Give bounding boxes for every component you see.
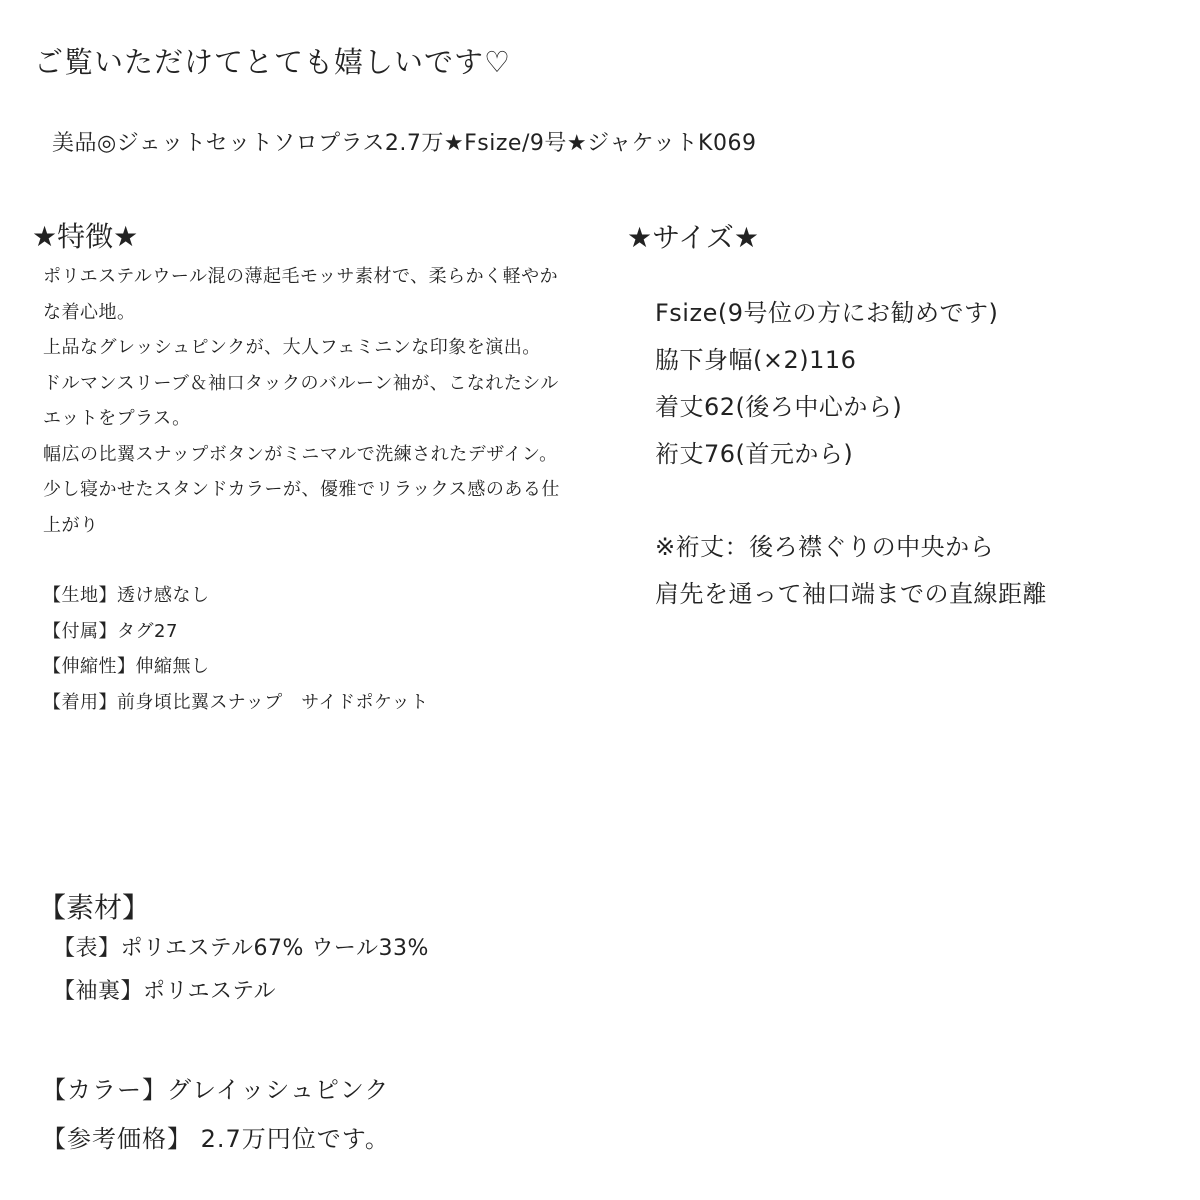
features-heading: ★特徴★ [32,220,139,253]
material-heading: 【素材】 [38,891,151,924]
spec-fabric: 【生地】透け感なし [43,585,210,606]
spec-stretch: 【伸縮性】伸縮無し [43,656,210,677]
size-line: 裄丈76(首元から) [655,440,854,468]
features-line: 上がり [43,514,99,536]
color-info: 【カラー】グレイッシュピンク [42,1076,390,1104]
size-line: 着丈62(後ろ中心から) [655,393,903,421]
material-outer: 【表】ポリエステル67% ウール33% [53,936,429,961]
size-note-line: ※裄丈：後ろ襟ぐりの中央から [655,533,995,561]
features-line: な着心地。 [43,301,136,323]
size-note [655,524,1047,618]
greeting-text: ご覧いただけてとても嬉しいです♡ [34,45,511,79]
features-line: 上品なグレッシュピンクが、大人フェミニンな印象を演出。 [43,337,541,358]
spec-closure: 【着用】前身頃比翼スナップ サイドポケット [43,691,429,713]
size-heading: ★サイズ★ [627,221,759,254]
features-description [43,259,603,543]
features-line: エットをプラス。 [43,408,191,429]
size-line: 脇下身幅(×2)116 [655,346,857,374]
features-line: ポリエステルウール混の薄起毛モッサ素材で、柔らかく軽やか [43,266,559,287]
reference-price: 【参考価格】 2.7万円位です。 [42,1125,390,1153]
features-line: ドルマンスリーブ＆袖口タックのバルーン袖が、こなれたシル [43,372,559,394]
size-list [655,290,998,478]
spec-list [43,578,429,720]
features-line: 少し寝かせたスタンドカラーが、優雅でリラックス感のある仕 [43,479,560,500]
features-line: 幅広の比翼スナップボタンがミニマルで洗練されたデザイン。 [43,443,558,465]
material-list [53,927,429,1013]
size-note-line: 肩先を通って袖口端までの直線距離 [655,580,1047,608]
product-title: 美品◎ジェットセットソロプラス2.7万★Fsize/9号★ジャケットK069 [52,131,757,156]
material-lining: 【袖裏】ポリエステル [53,979,277,1004]
size-line: Fsize(9号位の方にお勧めです) [655,299,999,327]
spec-accessory: 【付属】タグ27 [43,620,178,642]
